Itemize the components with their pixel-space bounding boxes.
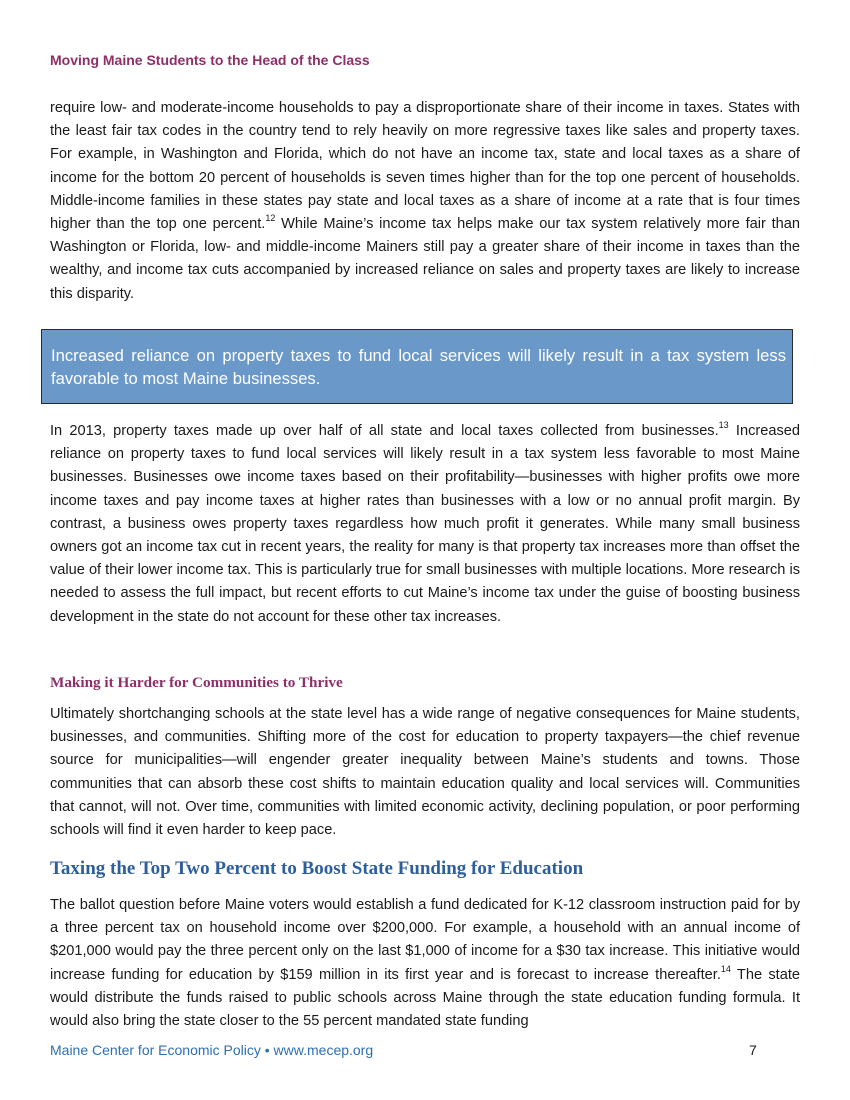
paragraph-text: While Maine’s income tax helps make our tax system relatively more fair than Washington or Florida, low- and middle-income Mainers still pay a greater share of their income in taxes than the wealthy, and income tax cuts accompanied by increased reliance on sales and property taxes are likely to increase this disparity. — [50, 216, 800, 302]
paragraph-text: Ultimately shortchanging schools at the state level has a wide range of negative consequences for Maine students, businesses, and communities. Shifting more of the cost for education to property taxpayers—the chief revenue source for municipalities—will engender greater inequality between Maine’s students and towns. Those communities that can absorb these cost shifts to maintain education quality and local services will. Communities that cannot, will not. Over time, communities with limited economic activity, declining population, or poor performing schools will find it even harder to keep pace. — [50, 706, 800, 839]
body-paragraph — [50, 703, 800, 842]
pull-quote-box — [41, 329, 793, 404]
pull-quote-text: Increased reliance on property taxes to fund local services will likely result in a tax system less favorable to most Maine businesses. — [51, 346, 786, 388]
body-paragraph — [50, 420, 800, 629]
paragraph-text: In 2013, property taxes made up over half of all state and local taxes collected from businesses. — [50, 423, 719, 439]
footnote-ref[interactable]: 13 — [718, 420, 729, 431]
section-heading: Taxing the Top Two Percent to Boost State Funding for Education — [50, 858, 584, 879]
body-paragraph — [50, 894, 800, 1033]
paragraph-text: Increased reliance on property taxes to fund local services will likely result in a tax system less favorable to most Maine businesses. Businesses owe income taxes based on their profitability—businesses with higher profits owe more income taxes and pay income taxes at higher rates than businesses with a low or no annual profit margin. By contrast, a business owes property taxes regardless how much profit it generates. While many small business owners got an income tax cut in recent years, the reality for many is that property tax increases more than offset the value of their lower income tax. This is particularly true for small businesses with multiple locations. More research is needed to assess the full impact, but recent efforts to cut Maine’s income tax under the guise of boosting business development in the state do not account for these other tax increases. — [50, 423, 800, 625]
paragraph-text: require low- and moderate-income households to pay a disproportionate share of their income in taxes. States with the least fair tax codes in the country tend to rely heavily on more regressive taxes like sales and property taxes. For example, in Washington and Florida, which do not have an income tax, state and local taxes as a share of income for the bottom 20 percent of households is seven times higher than for the top one percent of households. Middle-income families in these states pay state and local taxes as a share of income at a rate that is four times higher than the top one percent. — [50, 100, 800, 233]
body-paragraph — [50, 97, 800, 306]
paragraph-text: The ballot question before Maine voters would establish a fund dedicated for K-12 classroom instruction paid for by a three percent tax on household income over $200,000. For example, a household with an annual income of $201,000 would pay the three percent only on the last $1,000 of income for a $30 tax increase. This initiative would increase funding for education by $159 million in its first year and is forecast to increase thereafter. — [50, 897, 800, 983]
paragraph-text: The state would distribute the funds raised to public schools across Maine through the state education funding formula. It would also bring the state closer to the 55 percent mandated state funding — [50, 966, 801, 1030]
footer-organization: Maine Center for Economic Policy • www.mecep.org — [50, 1042, 374, 1058]
footnote-ref[interactable]: 12 — [265, 213, 276, 224]
running-header: Moving Maine Students to the Head of the Class — [50, 52, 370, 68]
footnote-ref[interactable]: 14 — [720, 963, 731, 974]
page-number: 7 — [749, 1042, 757, 1058]
section-subheading: Making it Harder for Communities to Thrive — [50, 674, 343, 691]
